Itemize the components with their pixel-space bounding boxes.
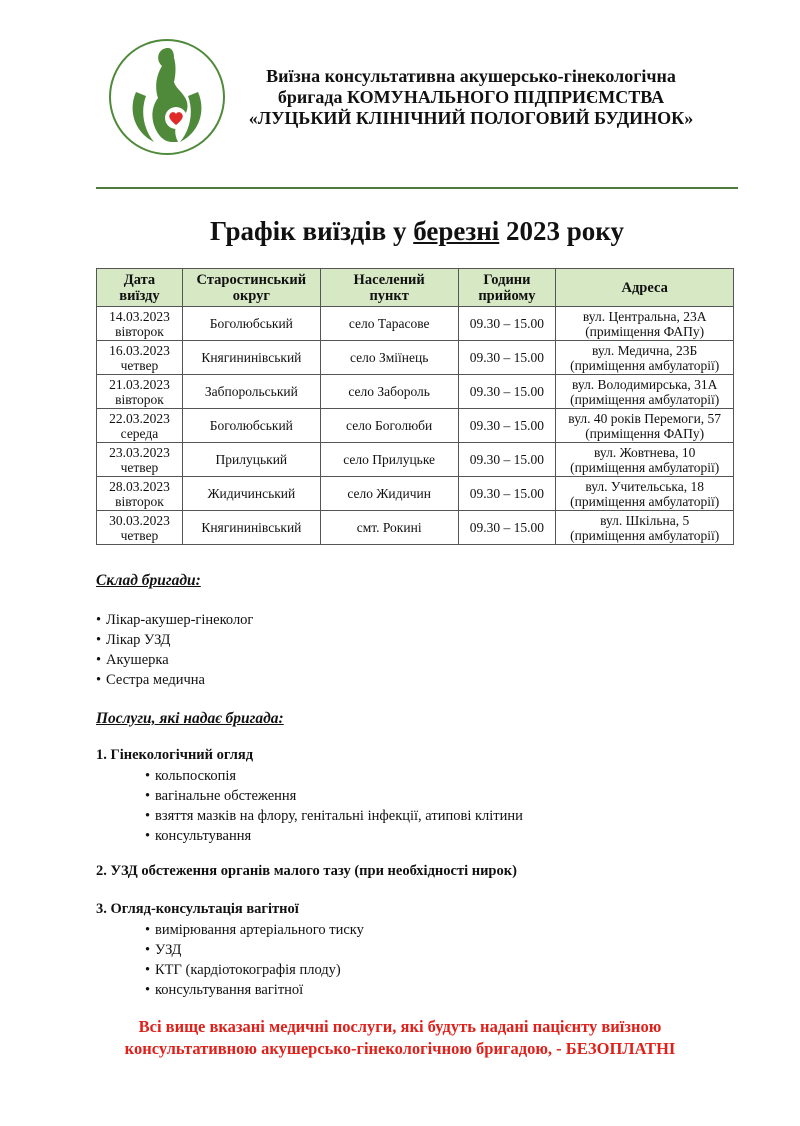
- hours-cell: 09.30 – 15.00: [458, 477, 556, 511]
- address-cell: вул. Володимирська, 31А (приміщення амбулаторії): [556, 375, 734, 409]
- note-line-2: консультативною акушерсько-гінекологічною бригадою, - БЕЗОПЛАТНІ: [124, 1039, 676, 1058]
- list-item: • Акушерка: [96, 652, 169, 668]
- district-cell: Прилуцький: [182, 443, 320, 477]
- service-3-list: [145, 920, 364, 1000]
- place-cell: село Жидичин: [320, 477, 458, 511]
- list-item: • Лікар УЗД: [96, 632, 171, 648]
- hours-cell: 09.30 – 15.00: [458, 375, 556, 409]
- address-cell: вул. Центральна, 23А (приміщення ФАПу): [556, 307, 734, 341]
- header-date: Дата виїзду: [97, 269, 183, 307]
- hours-cell: 09.30 – 15.00: [458, 307, 556, 341]
- district-cell: Забпорольський: [182, 375, 320, 409]
- org-line-1: Виїзна консультативна акушерсько-гінекологічна: [266, 66, 676, 86]
- table-row: [97, 307, 734, 341]
- place-cell: село Зміїнець: [320, 341, 458, 375]
- date-cell: 22.03.2023 середа: [97, 409, 183, 443]
- place-cell: смт. Рокині: [320, 511, 458, 545]
- address-cell: вул. Учительська, 18 (приміщення амбулаторії): [556, 477, 734, 511]
- date-cell: 23.03.2023 четвер: [97, 443, 183, 477]
- district-cell: Боголюбський: [182, 307, 320, 341]
- title-before: Графік виїздів у: [210, 216, 414, 246]
- clinic-logo: [108, 34, 226, 160]
- organization-header: [236, 66, 706, 129]
- header-place: Населений пункт: [320, 269, 458, 307]
- service-1-list: [145, 766, 523, 846]
- header-hours: Години прийому: [458, 269, 556, 307]
- list-item: • УЗД: [145, 942, 182, 958]
- list-item: • вагінальне обстеження: [145, 788, 297, 804]
- free-services-note: [60, 1016, 740, 1060]
- table-row: [97, 511, 734, 545]
- team-heading: Склад бригади:: [96, 572, 201, 589]
- address-cell: вул. Шкільна, 5 (приміщення амбулаторії): [556, 511, 734, 545]
- table-row: [97, 443, 734, 477]
- table-row: [97, 341, 734, 375]
- service-1-title: 1. Гінекологічний огляд: [96, 747, 254, 763]
- place-cell: село Боголюби: [320, 409, 458, 443]
- schedule-table: [96, 268, 734, 545]
- date-cell: 14.03.2023 вівторок: [97, 307, 183, 341]
- org-line-3: «ЛУЦЬКИЙ КЛІНІЧНИЙ ПОЛОГОВИЙ БУДИНОК»: [248, 108, 694, 128]
- date-cell: 21.03.2023 вівторок: [97, 375, 183, 409]
- list-item: • кольпоскопія: [145, 768, 237, 784]
- date-cell: 30.03.2023 четвер: [97, 511, 183, 545]
- place-cell: село Тарасове: [320, 307, 458, 341]
- page-title: [96, 216, 738, 247]
- district-cell: Боголюбський: [182, 409, 320, 443]
- service-2-title: 2. УЗД обстеження органів малого тазу (при необхідності нирок): [96, 863, 517, 879]
- pregnant-woman-heart-logo-icon: [108, 34, 226, 160]
- note-line-1: Всі вище вказані медичні послуги, які будуть надані пацієнту виїзною: [138, 1017, 662, 1036]
- table-row: [97, 375, 734, 409]
- table-row: [97, 409, 734, 443]
- address-cell: вул. Медична, 23Б (приміщення амбулаторії): [556, 341, 734, 375]
- list-item: • вимірювання артеріального тиску: [145, 922, 364, 938]
- district-cell: Княгининівський: [182, 511, 320, 545]
- header-district: Старостинський округ: [182, 269, 320, 307]
- date-cell: 28.03.2023 вівторок: [97, 477, 183, 511]
- place-cell: село Прилуцьке: [320, 443, 458, 477]
- header-divider: [96, 187, 738, 189]
- org-line-2: бригада КОМУНАЛЬНОГО ПІДПРИЄМСТВА: [277, 87, 665, 107]
- list-item: • консультування: [145, 828, 252, 844]
- list-item: • КТГ (кардіотокографія плоду): [145, 962, 341, 978]
- list-item: • Лікар-акушер-гінеколог: [96, 612, 254, 628]
- title-month: березні: [413, 216, 500, 246]
- hours-cell: 09.30 – 15.00: [458, 409, 556, 443]
- address-cell: вул. 40 років Перемоги, 57 (приміщення ФАПу): [556, 409, 734, 443]
- list-item: • консультування вагітної: [145, 982, 304, 998]
- hours-cell: 09.30 – 15.00: [458, 511, 556, 545]
- service-3-title: 3. Огляд-консультація вагітної: [96, 901, 299, 917]
- address-cell: вул. Жовтнева, 10 (приміщення амбулаторії): [556, 443, 734, 477]
- place-cell: село Забороль: [320, 375, 458, 409]
- table-row: [97, 477, 734, 511]
- services-heading: Послуги, які надає бригада:: [96, 710, 284, 727]
- list-item: • Сестра медична: [96, 672, 205, 688]
- hours-cell: 09.30 – 15.00: [458, 443, 556, 477]
- date-cell: 16.03.2023 четвер: [97, 341, 183, 375]
- district-cell: Княгининівський: [182, 341, 320, 375]
- district-cell: Жидичинський: [182, 477, 320, 511]
- hours-cell: 09.30 – 15.00: [458, 341, 556, 375]
- header-address: Адреса: [556, 269, 734, 307]
- team-list: [96, 610, 253, 690]
- title-after: 2023 року: [499, 216, 624, 246]
- table-header-row: [97, 269, 734, 307]
- list-item: • взяття мазків на флору, генітальні інфекції, атипові клітини: [145, 808, 523, 824]
